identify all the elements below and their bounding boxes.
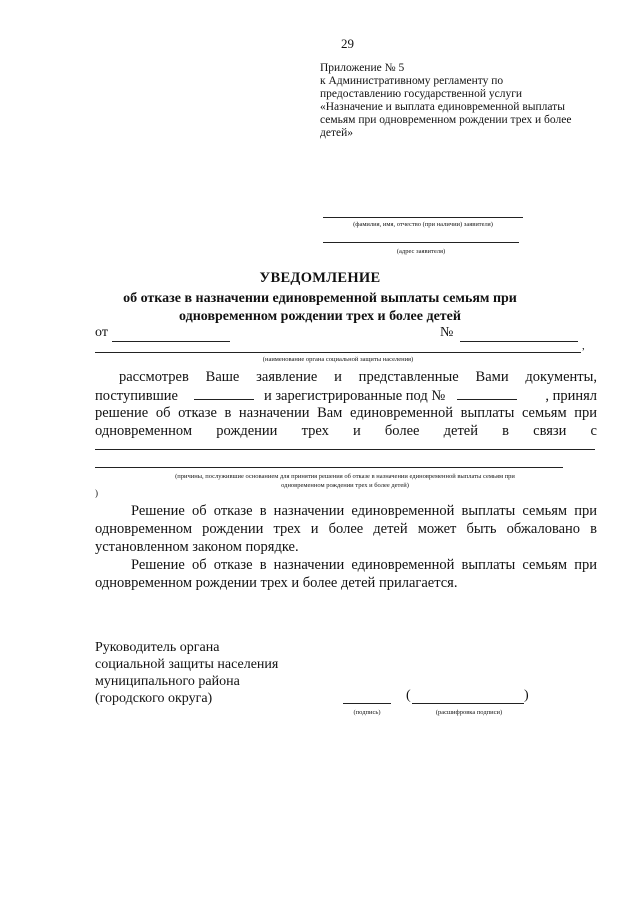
- signatory-line: муниципального района: [95, 674, 240, 689]
- reasons-caption: одновременном рождении трех и более детей): [281, 482, 409, 489]
- applicant-address-caption: (адрес заявителя): [396, 248, 446, 255]
- signature-decode-caption: (расшифровка подписи): [435, 709, 503, 716]
- organization-field[interactable]: [95, 352, 581, 353]
- signatory-block: [95, 639, 278, 707]
- open-paren: (: [406, 688, 411, 703]
- notice-subtitle-line: об отказе в назначении единовременной выплаты семьям при: [123, 291, 517, 306]
- comma-mark: ,: [582, 340, 585, 352]
- applicant-name-field[interactable]: [323, 217, 523, 218]
- annex-line: к Административному регламенту по: [320, 75, 504, 87]
- number-label: №: [440, 325, 454, 340]
- applicant-name-caption: (фамилия, имя, отчество (при наличии) заявителя): [353, 221, 493, 228]
- annex-line: детей»: [320, 127, 353, 139]
- signature-field[interactable]: [343, 703, 391, 704]
- reasons-field[interactable]: [95, 449, 595, 450]
- signatory-line: Руководитель органа: [95, 640, 220, 655]
- body-line: установленном законом порядке.: [95, 539, 299, 555]
- signatory-line: социальной защиты населения: [95, 657, 279, 672]
- body-line: одновременном рождении трех и более детей может быть обжаловано в: [95, 521, 597, 537]
- signatory-line: (городского округа): [95, 691, 213, 706]
- applicant-address-field[interactable]: [323, 242, 519, 243]
- number-field[interactable]: [460, 341, 578, 342]
- notice-subtitle: [0, 290, 640, 326]
- annex-block: [320, 62, 590, 140]
- body-text: и зарегистрированные под №: [263, 388, 446, 404]
- body-line: решение об отказе в назначении Вам единовременной выплаты семьям при: [95, 405, 597, 421]
- reasons-caption: (причины, послужившие основанием для принятия решения об отказе в назначении единовременной выплаты семьям при: [175, 473, 515, 480]
- body-text: , принял: [545, 388, 597, 404]
- annex-line: Приложение № 5: [320, 62, 405, 74]
- body-line: одновременном рождении трех и более детей в связи с: [95, 423, 597, 439]
- close-paren: ): [524, 688, 529, 703]
- body-line-registration: [95, 387, 597, 406]
- organization-caption: (наименование органа социальной защиты населения): [262, 356, 414, 363]
- registration-number-field[interactable]: [457, 387, 517, 400]
- body-line: Решение об отказе в назначении единовременной выплаты семьям при: [131, 557, 597, 573]
- annex-line: предоставлению государственной услуги: [320, 88, 523, 100]
- page-number: 29: [341, 36, 354, 51]
- body-text: поступившие: [95, 388, 178, 404]
- date-field[interactable]: [112, 341, 230, 342]
- annex-line: «Назначение и выплата единовременной выплаты: [320, 101, 565, 113]
- body-line: Решение об отказе в назначении единовременной выплаты семьям при: [131, 503, 597, 519]
- body-line: рассмотрев Ваше заявление и представленные Вами документы,: [119, 369, 597, 385]
- date-label: от: [95, 325, 108, 340]
- body-line: одновременном рождении трех и более детей прилагается.: [95, 575, 458, 591]
- notice-title: УВЕДОМЛЕНИЕ: [259, 270, 381, 286]
- close-paren: ): [95, 488, 98, 498]
- annex-line: семьям при одновременном рождении трех и более: [320, 114, 572, 126]
- signature-decode-field[interactable]: [412, 703, 524, 704]
- receipt-date-field[interactable]: [194, 387, 254, 400]
- signature-caption: (подпись): [353, 709, 381, 716]
- reasons-field[interactable]: [95, 467, 563, 468]
- notice-subtitle-line: одновременном рождении трех и более детей: [179, 309, 461, 324]
